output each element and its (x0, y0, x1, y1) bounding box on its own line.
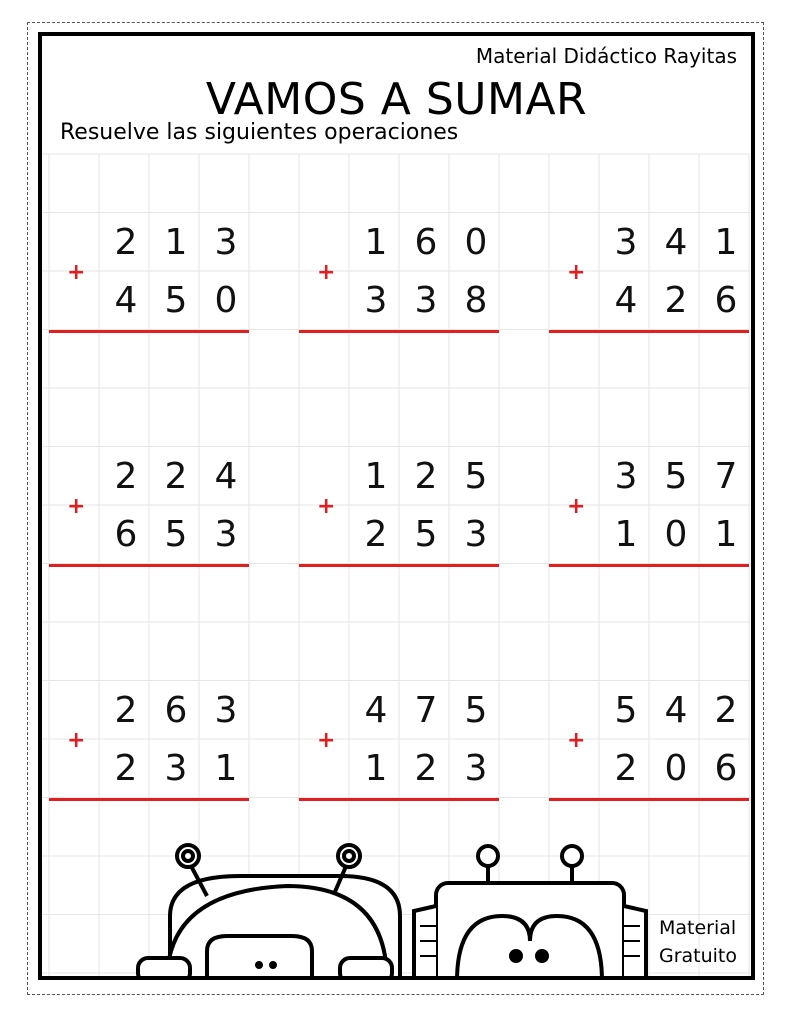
digit: 3 (464, 514, 488, 555)
digit: 3 (614, 222, 638, 263)
brand-label: Material Didáctico Rayitas (475, 44, 737, 68)
digit: 5 (164, 514, 188, 555)
digit: 6 (164, 690, 188, 731)
digit: 5 (414, 514, 438, 555)
digit: 3 (614, 456, 638, 497)
digit: 2 (114, 690, 138, 731)
digit: 5 (664, 456, 688, 497)
digit: 3 (214, 514, 238, 555)
digit: 1 (714, 514, 738, 555)
digit: 4 (664, 690, 688, 731)
digit: 4 (664, 222, 688, 263)
digit: 1 (214, 748, 238, 789)
plus-sign: + (67, 728, 86, 753)
digit: 7 (714, 456, 738, 497)
digit: 2 (714, 690, 738, 731)
digit: 2 (114, 456, 138, 497)
plus-sign: + (567, 494, 586, 519)
digit: 4 (614, 280, 638, 321)
digit: 1 (714, 222, 738, 263)
free-material-label (659, 914, 737, 970)
box-monster-icon (414, 846, 646, 976)
plus-sign: + (67, 494, 86, 519)
digit: 1 (164, 222, 188, 263)
digit: 7 (414, 690, 438, 731)
digit: 2 (114, 222, 138, 263)
digit: 1 (614, 514, 638, 555)
digit: 1 (364, 456, 388, 497)
digit: 0 (214, 280, 238, 321)
digit: 2 (114, 748, 138, 789)
plus-sign: + (567, 260, 586, 285)
digit: 0 (664, 748, 688, 789)
digit: 0 (664, 514, 688, 555)
digit: 2 (614, 748, 638, 789)
digit: 3 (364, 280, 388, 321)
digit: 2 (664, 280, 688, 321)
round-monster-icon (138, 845, 400, 976)
digit: 3 (464, 748, 488, 789)
instruction-text: Resuelve las siguientes operaciones (60, 120, 459, 145)
digit: 3 (414, 280, 438, 321)
digit: 2 (364, 514, 388, 555)
plus-sign: + (317, 728, 336, 753)
digit: 4 (214, 456, 238, 497)
digit: 5 (164, 280, 188, 321)
digit: 0 (464, 222, 488, 263)
page-title: VAMOS A SUMAR (205, 74, 588, 125)
digit: 6 (714, 280, 738, 321)
digit: 2 (164, 456, 188, 497)
digit: 2 (414, 456, 438, 497)
digit: 8 (464, 280, 488, 321)
footer-line-2: Gratuito (658, 945, 737, 967)
plus-sign: + (67, 260, 86, 285)
digit: 5 (614, 690, 638, 731)
plus-sign: + (317, 260, 336, 285)
digit: 5 (464, 690, 488, 731)
plus-sign: + (567, 728, 586, 753)
digit: 3 (214, 222, 238, 263)
digit: 2 (414, 748, 438, 789)
digit: 4 (114, 280, 138, 321)
plus-sign: + (317, 494, 336, 519)
digit: 3 (214, 690, 238, 731)
footer-line-1: Material (658, 917, 737, 939)
digit: 6 (414, 222, 438, 263)
digit: 6 (114, 514, 138, 555)
digit: 1 (364, 748, 388, 789)
digit: 3 (164, 748, 188, 789)
digit: 5 (464, 456, 488, 497)
monsters-illustration (42, 36, 751, 976)
worksheet-frame (38, 32, 755, 980)
digit: 6 (714, 748, 738, 789)
digit: 1 (364, 222, 388, 263)
digit: 4 (364, 690, 388, 731)
